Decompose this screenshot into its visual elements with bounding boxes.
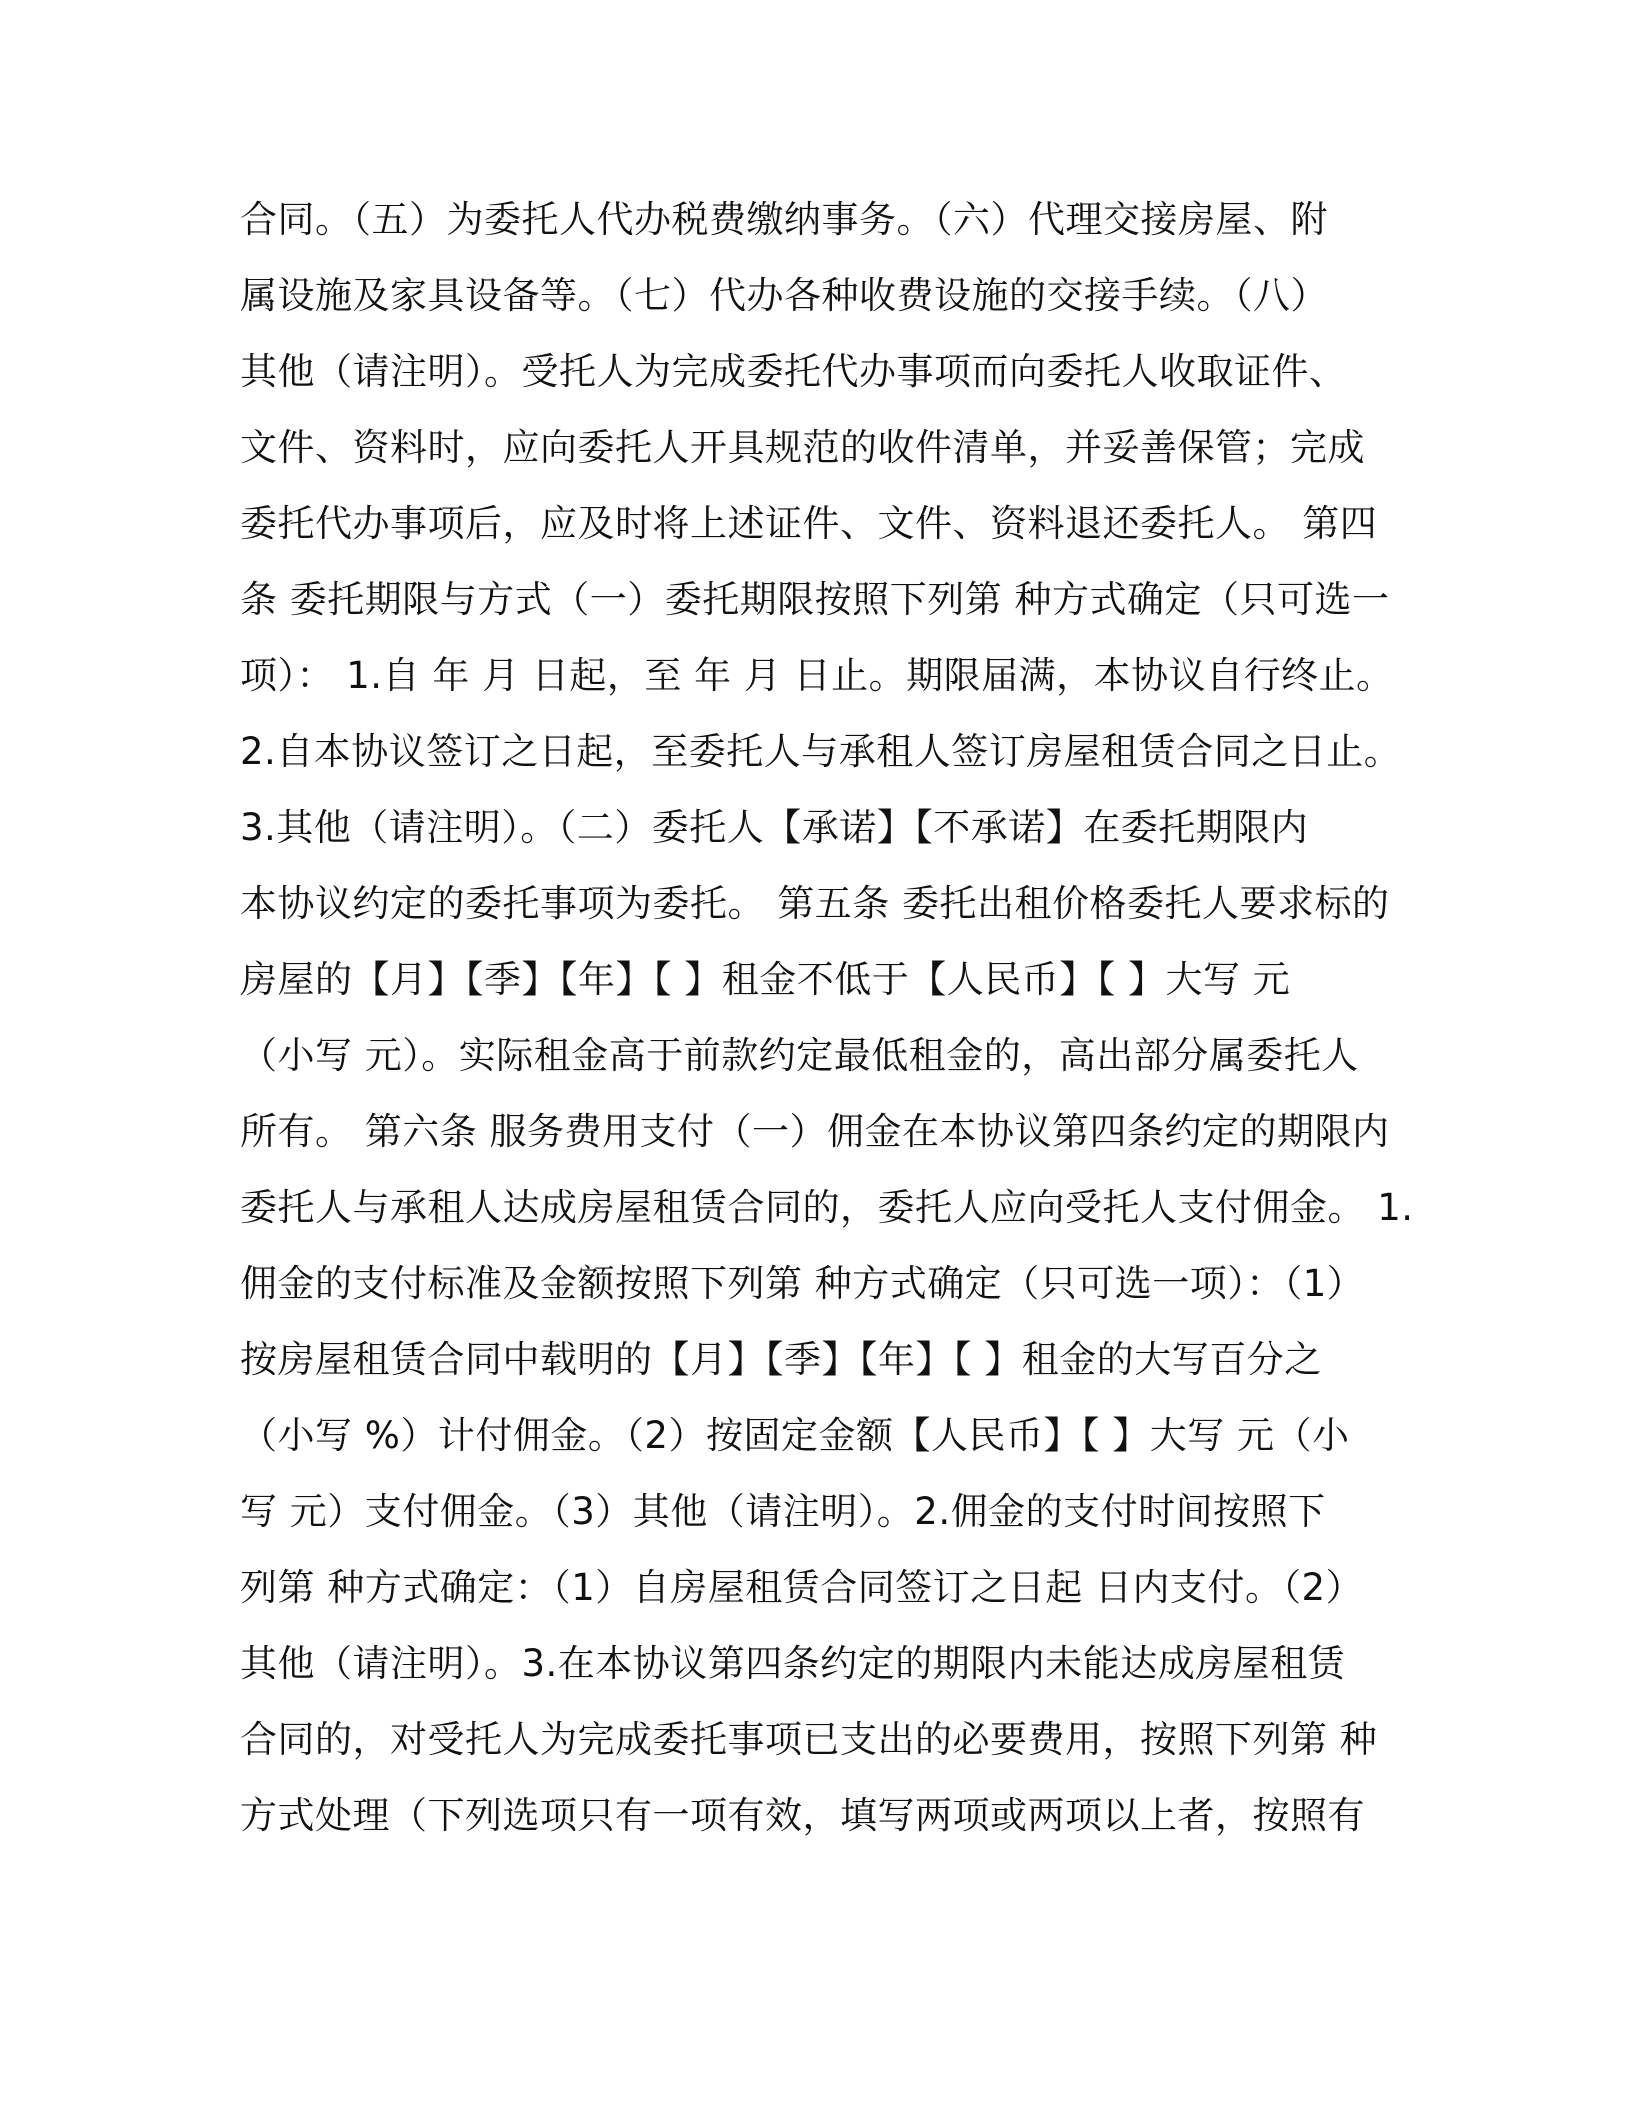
text-line: 属设施及家具设备等。（七）代办各种收费设施的交接手续。（八）: [240, 274, 1328, 317]
text-line: 其他（请注明）。受托人为完成委托代办事项而向委托人收取证件、: [240, 350, 1347, 393]
text-line: 所有。 第六条 服务费用支付（一）佣金在本协议第四条约定的期限内: [240, 1110, 1390, 1153]
text-line: 委托人与承租人达成房屋租赁合同的，委托人应向受托人支付佣金。 1.: [240, 1186, 1414, 1229]
text-line: 文件、资料时，应向委托人开具规范的收件清单，并妥善保管；完成: [240, 426, 1365, 469]
text-line: （小写 元）。实际租金高于前款约定最低租金的，高出部分属委托人: [240, 1034, 1359, 1077]
text-line: 列第 种方式确定：（1）自房屋租赁合同签订之日起 日内支付。（2）: [240, 1566, 1364, 1609]
text-line: （小写 %）计付佣金。（2）按固定金额【人民币】【 】大写 元（小: [240, 1414, 1350, 1457]
text-line: 方式处理（下列选项只有一项有效，填写两项或两项以上者，按照有: [240, 1794, 1365, 1837]
text-line: 房屋的【月】【季】【年】【 】租金不低于【人民币】【 】大写 元: [240, 958, 1291, 1001]
text-line: 合同。（五）为委托人代办税费缴纳事务。（六）代理交接房屋、附: [240, 198, 1328, 241]
text-line: 本协议约定的委托事项为委托。 第五条 委托出租价格委托人要求标的: [240, 882, 1390, 925]
text-line: 条 委托期限与方式（一）委托期限按照下列第 种方式确定（只可选一: [240, 578, 1390, 621]
text-line: 2.自本协议签订之日起，至委托人与承租人签订房屋租赁合同之日止。: [240, 730, 1402, 773]
text-line: 写 元）支付佣金。（3）其他（请注明）。2.佣金的支付时间按照下: [240, 1490, 1326, 1533]
text-line: 委托代办事项后，应及时将上述证件、文件、资料退还委托人。 第四: [240, 502, 1378, 545]
text-line: 其他（请注明）。3.在本协议第四条约定的期限内未能达成房屋租赁: [240, 1642, 1346, 1685]
text-line: 佣金的支付标准及金额按照下列第 种方式确定（只可选一项）：（1）: [240, 1262, 1365, 1305]
text-line: 3.其他（请注明）。（二）委托人【承诺】【不承诺】在委托期限内: [240, 806, 1309, 849]
text-line: 项）： 1.自 年 月 日起，至 年 月 日止。期限届满，本协议自行终止。: [240, 654, 1394, 697]
text-line: 按房屋租赁合同中载明的【月】【季】【年】【 】租金的大写百分之: [240, 1338, 1322, 1381]
text-line: 合同的，对受托人为完成委托事项已支出的必要费用，按照下列第 种: [240, 1718, 1378, 1761]
